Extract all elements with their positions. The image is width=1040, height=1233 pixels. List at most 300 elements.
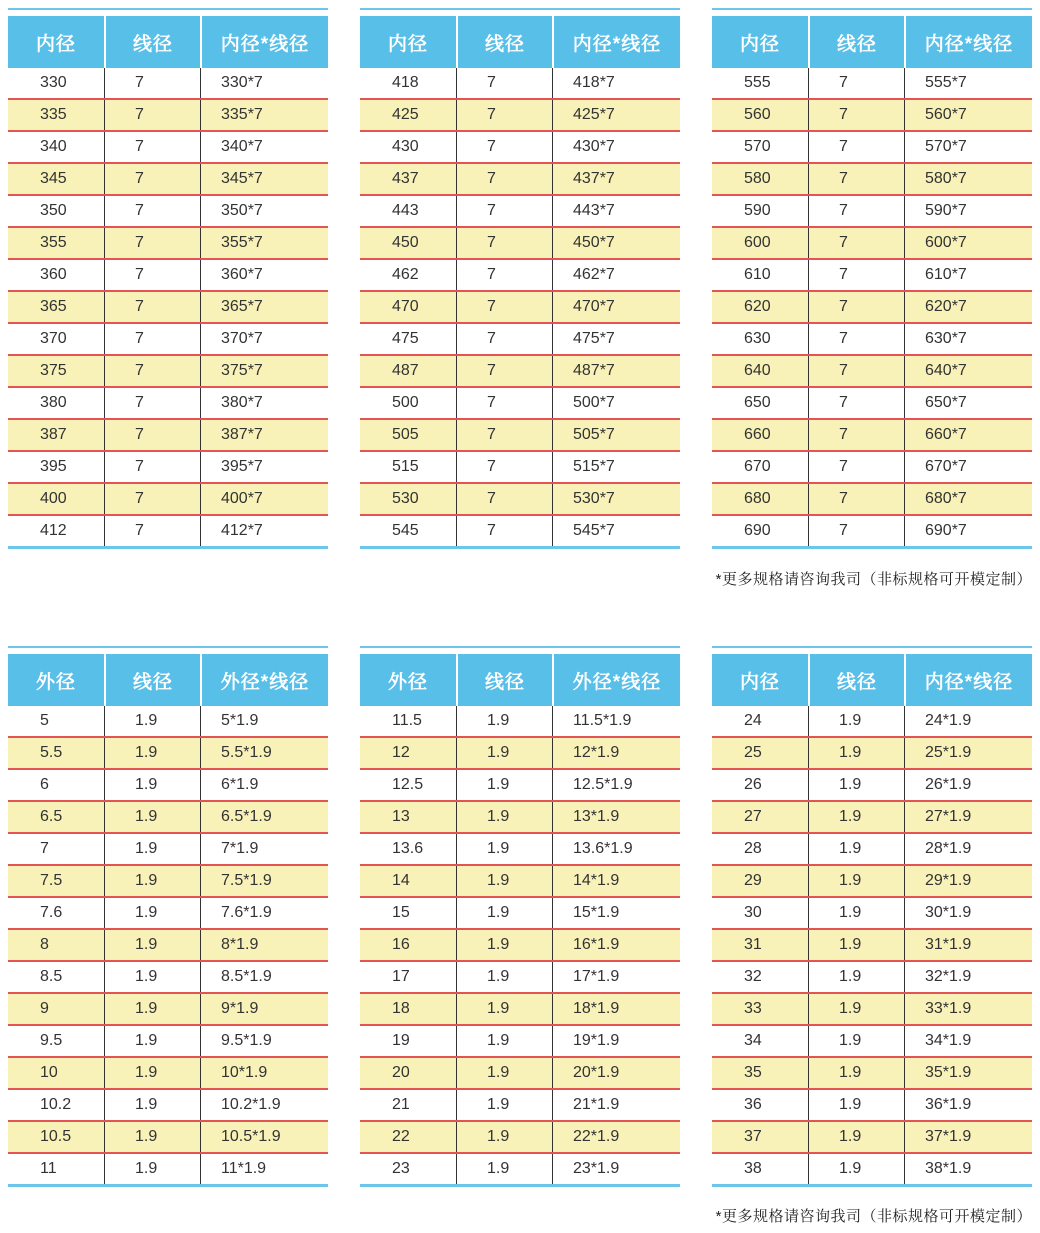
table-cell: 1.9: [104, 1122, 200, 1152]
table-row: [360, 706, 680, 738]
table-row: [8, 516, 328, 549]
table-header: [8, 16, 328, 68]
table-cell: 6: [40, 776, 49, 793]
table-cell: 1.9: [808, 738, 904, 768]
table-cell: 487: [392, 362, 419, 379]
table-cell: 16: [392, 936, 410, 953]
table-row: [8, 484, 328, 516]
table-cell: 418: [392, 74, 419, 91]
table-cell: 450: [392, 234, 419, 251]
table-cell: 1.9: [808, 930, 904, 960]
column-header: 外径: [8, 654, 104, 706]
column-header: 线径: [104, 16, 200, 68]
table-cell: 6*1.9: [200, 770, 328, 800]
table-cell: 8*1.9: [200, 930, 328, 960]
table-row: [712, 132, 1032, 164]
table-cell: 580: [744, 170, 771, 187]
table-row: [8, 260, 328, 292]
table-cell: 1.9: [808, 994, 904, 1024]
table-cell: 418*7: [552, 68, 680, 98]
table-row: [712, 100, 1032, 132]
table-row: [712, 452, 1032, 484]
table-cell: 7: [456, 516, 552, 546]
table-cell: 10*1.9: [200, 1058, 328, 1088]
table-cell: 25*1.9: [904, 738, 1032, 768]
table-cell: 670*7: [904, 452, 1032, 482]
table-cell: 375*7: [200, 356, 328, 386]
table-cell: 515: [392, 458, 419, 475]
column-header: 线径: [456, 654, 552, 706]
table-row: [8, 770, 328, 802]
table-header: [360, 654, 680, 706]
table-cell: 32: [744, 968, 762, 985]
table-cell: 350*7: [200, 196, 328, 226]
table-cell: 690*7: [904, 516, 1032, 546]
table-cell: 8.5: [40, 968, 63, 985]
table-cell: 7: [808, 228, 904, 258]
table-row: [360, 516, 680, 549]
table-row: [712, 1058, 1032, 1090]
table-cell: 1.9: [104, 930, 200, 960]
column-header: 内径*线径: [904, 16, 1032, 68]
table-row: [360, 484, 680, 516]
table-row: [712, 292, 1032, 324]
table-cell: 1.9: [808, 770, 904, 800]
table-cell: 20*1.9: [552, 1058, 680, 1088]
table-cell: 545*7: [552, 516, 680, 546]
table-row: [712, 420, 1032, 452]
table-cell: 30: [744, 904, 762, 921]
table-cell: 1.9: [456, 1154, 552, 1184]
table-cell: 1.9: [456, 898, 552, 928]
table-row: [712, 1154, 1032, 1187]
table-cell: 16*1.9: [552, 930, 680, 960]
column-header: 线径: [808, 16, 904, 68]
table-cell: 20: [392, 1064, 410, 1081]
table-cell: 1.9: [456, 866, 552, 896]
table-cell: 395*7: [200, 452, 328, 482]
table-cell: 1.9: [808, 802, 904, 832]
table-cell: 345*7: [200, 164, 328, 194]
column-header: 内径*线径: [904, 654, 1032, 706]
table-top-rule: [360, 646, 680, 648]
table-row: [712, 802, 1032, 834]
table-cell: 560*7: [904, 100, 1032, 130]
table-cell: 1.9: [808, 1026, 904, 1056]
table-cell: 15*1.9: [552, 898, 680, 928]
table-cell: 1.9: [104, 770, 200, 800]
table-row: [360, 68, 680, 100]
table-cell: 380*7: [200, 388, 328, 418]
table-row: [360, 1026, 680, 1058]
table-cell: 620: [744, 298, 771, 315]
table-cell: 630*7: [904, 324, 1032, 354]
table-cell: 1.9: [104, 738, 200, 768]
table-cell: 33*1.9: [904, 994, 1032, 1024]
table-row: [8, 738, 328, 770]
table-top-rule: [712, 8, 1032, 10]
table-row: [360, 802, 680, 834]
table-cell: 28*1.9: [904, 834, 1032, 864]
table-cell: 425*7: [552, 100, 680, 130]
table-cell: 26: [744, 776, 762, 793]
table-row: [360, 1090, 680, 1122]
table-cell: 330*7: [200, 68, 328, 98]
table-row: [8, 706, 328, 738]
table-cell: 7: [456, 484, 552, 514]
table-header: [360, 16, 680, 68]
table-row: [712, 228, 1032, 260]
table-cell: 1.9: [104, 866, 200, 896]
table-cell: 330: [40, 74, 67, 91]
table-cell: 37: [744, 1128, 762, 1145]
table-row: [8, 802, 328, 834]
table-cell: 7: [808, 324, 904, 354]
table-cell: 7: [456, 164, 552, 194]
table-cell: 437: [392, 170, 419, 187]
table-cell: 27: [744, 808, 762, 825]
table-cell: 13.6*1.9: [552, 834, 680, 864]
table-cell: 660: [744, 426, 771, 443]
table-row: [712, 196, 1032, 228]
table-row: [360, 196, 680, 228]
table-cell: 13*1.9: [552, 802, 680, 832]
table-cell: 7: [104, 420, 200, 450]
table-cell: 30*1.9: [904, 898, 1032, 928]
table-cell: 395: [40, 458, 67, 475]
table-cell: 690: [744, 522, 771, 539]
table-cell: 430: [392, 138, 419, 155]
table-cell: 590*7: [904, 196, 1032, 226]
table-cell: 7: [456, 324, 552, 354]
column-header: 线径: [808, 654, 904, 706]
table-cell: 7: [104, 292, 200, 322]
table-row: [360, 1122, 680, 1154]
table-cell: 27*1.9: [904, 802, 1032, 832]
table-cell: 450*7: [552, 228, 680, 258]
table-cell: 570*7: [904, 132, 1032, 162]
table-cell: 13.6: [392, 840, 424, 857]
table-cell: 1.9: [456, 962, 552, 992]
table-cell: 7.6*1.9: [200, 898, 328, 928]
table-row: [712, 164, 1032, 196]
table-cell: 335: [40, 106, 67, 123]
table-cell: 25: [744, 744, 762, 761]
table-cell: 31*1.9: [904, 930, 1032, 960]
table-cell: 6.5: [40, 808, 63, 825]
table-cell: 1.9: [104, 1154, 200, 1184]
table-cell: 1.9: [456, 802, 552, 832]
table-cell: 1.9: [808, 706, 904, 736]
table-cell: 21: [392, 1096, 410, 1113]
table-row: [712, 898, 1032, 930]
table-cell: 34*1.9: [904, 1026, 1032, 1056]
table-top-rule: [712, 646, 1032, 648]
table-cell: 10.5*1.9: [200, 1122, 328, 1152]
table-cell: 7: [808, 452, 904, 482]
table-cell: 1.9: [456, 770, 552, 800]
column-header: 内径: [712, 654, 808, 706]
table-cell: 1.9: [808, 962, 904, 992]
table-cell: 437*7: [552, 164, 680, 194]
table-cell: 7.6: [40, 904, 63, 921]
table-row: [712, 1122, 1032, 1154]
table-cell: 680: [744, 490, 771, 507]
table-row: [712, 962, 1032, 994]
column-header: 内径: [360, 16, 456, 68]
table-cell: 360*7: [200, 260, 328, 290]
table-cell: 387: [40, 426, 67, 443]
table-header: [8, 654, 328, 706]
table-cell: 1.9: [456, 1026, 552, 1056]
table-cell: 1.9: [808, 1154, 904, 1184]
table-top-rule: [360, 8, 680, 10]
table-cell: 600: [744, 234, 771, 251]
table-cell: 680*7: [904, 484, 1032, 514]
table-row: [360, 164, 680, 196]
table-cell: 1.9: [456, 706, 552, 736]
table-cell: 505: [392, 426, 419, 443]
table-cell: 11: [40, 1160, 57, 1177]
table-row: [8, 132, 328, 164]
table-cell: 1.9: [104, 962, 200, 992]
table-cell: 1.9: [808, 866, 904, 896]
table-cell: 7: [456, 132, 552, 162]
table-row: [712, 834, 1032, 866]
table-row: [360, 260, 680, 292]
table-cell: 10.5: [40, 1128, 72, 1145]
table-row: [8, 164, 328, 196]
table-cell: 9.5: [40, 1032, 63, 1049]
table-cell: 34: [744, 1032, 762, 1049]
table-cell: 355*7: [200, 228, 328, 258]
table-cell: 1.9: [104, 1058, 200, 1088]
table-cell: 26*1.9: [904, 770, 1032, 800]
table-cell: 7.5: [40, 872, 63, 889]
table-cell: 11.5*1.9: [552, 706, 680, 736]
table-cell: 1.9: [104, 706, 200, 736]
table-cell: 340: [40, 138, 67, 155]
table-cell: 7: [808, 100, 904, 130]
table-cell: 620*7: [904, 292, 1032, 322]
table-cell: 7: [456, 100, 552, 130]
table-cell: 7: [808, 164, 904, 194]
table-cell: 33: [744, 1000, 762, 1017]
table-cell: 7: [104, 132, 200, 162]
table-cell: 470: [392, 298, 419, 315]
table-cell: 12.5*1.9: [552, 770, 680, 800]
table-cell: 1.9: [104, 1090, 200, 1120]
table-cell: 475: [392, 330, 419, 347]
table-cell: 1.9: [104, 898, 200, 928]
table-row: [712, 516, 1032, 549]
table-cell: 7: [808, 484, 904, 514]
table-cell: 11*1.9: [200, 1154, 328, 1184]
table-cell: 7: [40, 840, 49, 857]
table-cell: 5*1.9: [200, 706, 328, 736]
table-row: [712, 484, 1032, 516]
table-cell: 400*7: [200, 484, 328, 514]
table-cell: 1.9: [808, 834, 904, 864]
table-row: [712, 68, 1032, 100]
table-row: [8, 68, 328, 100]
table-cell: 500*7: [552, 388, 680, 418]
table-row: [360, 324, 680, 356]
table-row: [360, 388, 680, 420]
table-row: [8, 898, 328, 930]
table-cell: 610: [744, 266, 771, 283]
table-cell: 365: [40, 298, 67, 315]
table-cell: 1.9: [456, 1058, 552, 1088]
spec-table-1-3: [712, 8, 1032, 549]
table-cell: 487*7: [552, 356, 680, 386]
table-row: [360, 834, 680, 866]
column-header: 外径*线径: [552, 654, 680, 706]
table-cell: 7: [456, 68, 552, 98]
table-cell: 29: [744, 872, 762, 889]
table-cell: 590: [744, 202, 771, 219]
table-cell: 630: [744, 330, 771, 347]
table-cell: 340*7: [200, 132, 328, 162]
table-cell: 7: [808, 388, 904, 418]
table-cell: 19: [392, 1032, 410, 1049]
table-cell: 505*7: [552, 420, 680, 450]
table-cell: 17*1.9: [552, 962, 680, 992]
table-cell: 15: [392, 904, 410, 921]
table-row: [8, 356, 328, 388]
table-cell: 5.5: [40, 744, 63, 761]
table-cell: 387*7: [200, 420, 328, 450]
table-row: [712, 770, 1032, 802]
table-cell: 7: [808, 260, 904, 290]
table-cell: 7: [808, 292, 904, 322]
table-cell: 7: [456, 292, 552, 322]
table-row: [712, 738, 1032, 770]
table-cell: 515*7: [552, 452, 680, 482]
table-cell: 29*1.9: [904, 866, 1032, 896]
table-row: [8, 1058, 328, 1090]
table-cell: 10.2: [40, 1096, 72, 1113]
table-cell: 31: [744, 936, 762, 953]
table-cell: 1.9: [104, 994, 200, 1024]
table-cell: 610*7: [904, 260, 1032, 290]
table-row: [8, 834, 328, 866]
table-cell: 335*7: [200, 100, 328, 130]
table-cell: 8: [40, 936, 49, 953]
table-cell: 6.5*1.9: [200, 802, 328, 832]
table-row: [8, 228, 328, 260]
table-cell: 430*7: [552, 132, 680, 162]
table-cell: 22*1.9: [552, 1122, 680, 1152]
table-cell: 470*7: [552, 292, 680, 322]
table-cell: 21*1.9: [552, 1090, 680, 1120]
table-cell: 600*7: [904, 228, 1032, 258]
table-cell: 412*7: [200, 516, 328, 546]
table-row: [8, 452, 328, 484]
table-cell: 1.9: [104, 834, 200, 864]
table-cell: 345: [40, 170, 67, 187]
table-cell: 640*7: [904, 356, 1032, 386]
table-top-rule: [8, 646, 328, 648]
table-cell: 7: [456, 420, 552, 450]
table-cell: 36*1.9: [904, 1090, 1032, 1120]
table-cell: 1.9: [456, 834, 552, 864]
table-cell: 1.9: [456, 994, 552, 1024]
table-cell: 10: [40, 1064, 58, 1081]
table-cell: 7: [456, 452, 552, 482]
table-cell: 355: [40, 234, 67, 251]
table-cell: 545: [392, 522, 419, 539]
spec-table-2-1: [8, 646, 328, 1187]
table-cell: 17: [392, 968, 410, 985]
table-cell: 38: [744, 1160, 762, 1177]
table-row: [8, 324, 328, 356]
table-cell: 22: [392, 1128, 410, 1145]
table-cell: 7: [104, 164, 200, 194]
table-cell: 14: [392, 872, 410, 889]
column-header: 线径: [456, 16, 552, 68]
table-cell: 7: [808, 196, 904, 226]
table-cell: 18: [392, 1000, 410, 1017]
table-cell: 24: [744, 712, 762, 729]
table-cell: 7: [104, 452, 200, 482]
table-cell: 5.5*1.9: [200, 738, 328, 768]
table-cell: 7: [104, 260, 200, 290]
table-cell: 570: [744, 138, 771, 155]
table-cell: 5: [40, 712, 49, 729]
table-cell: 660*7: [904, 420, 1032, 450]
table-row: [360, 132, 680, 164]
table-cell: 375: [40, 362, 67, 379]
table-cell: 14*1.9: [552, 866, 680, 896]
table-cell: 35*1.9: [904, 1058, 1032, 1088]
table-cell: 7: [104, 484, 200, 514]
table-cell: 370*7: [200, 324, 328, 354]
table-cell: 11.5: [392, 712, 422, 729]
table-row: [360, 770, 680, 802]
table-row: [360, 356, 680, 388]
spec-table-1-1: [8, 8, 328, 549]
table-cell: 1.9: [456, 738, 552, 768]
table-row: [360, 420, 680, 452]
table-row: [360, 1154, 680, 1187]
table-cell: 7: [808, 68, 904, 98]
table-cell: 10.2*1.9: [200, 1090, 328, 1120]
table-row: [8, 994, 328, 1026]
table-row: [360, 228, 680, 260]
table-cell: 38*1.9: [904, 1154, 1032, 1184]
table-cell: 7*1.9: [200, 834, 328, 864]
table-row: [8, 1122, 328, 1154]
table-row: [8, 1090, 328, 1122]
table-row: [712, 866, 1032, 898]
table-row: [712, 388, 1032, 420]
column-header: 内径*线径: [200, 16, 328, 68]
column-header: 内径: [712, 16, 808, 68]
table-cell: 24*1.9: [904, 706, 1032, 736]
table-row: [712, 930, 1032, 962]
table-row: [360, 452, 680, 484]
table-row: [8, 100, 328, 132]
table-cell: 650: [744, 394, 771, 411]
table-cell: 475*7: [552, 324, 680, 354]
table-row: [8, 196, 328, 228]
table-cell: 443: [392, 202, 419, 219]
table-row: [712, 260, 1032, 292]
table-row: [8, 420, 328, 452]
table-cell: 7: [104, 356, 200, 386]
table-row: [712, 356, 1032, 388]
